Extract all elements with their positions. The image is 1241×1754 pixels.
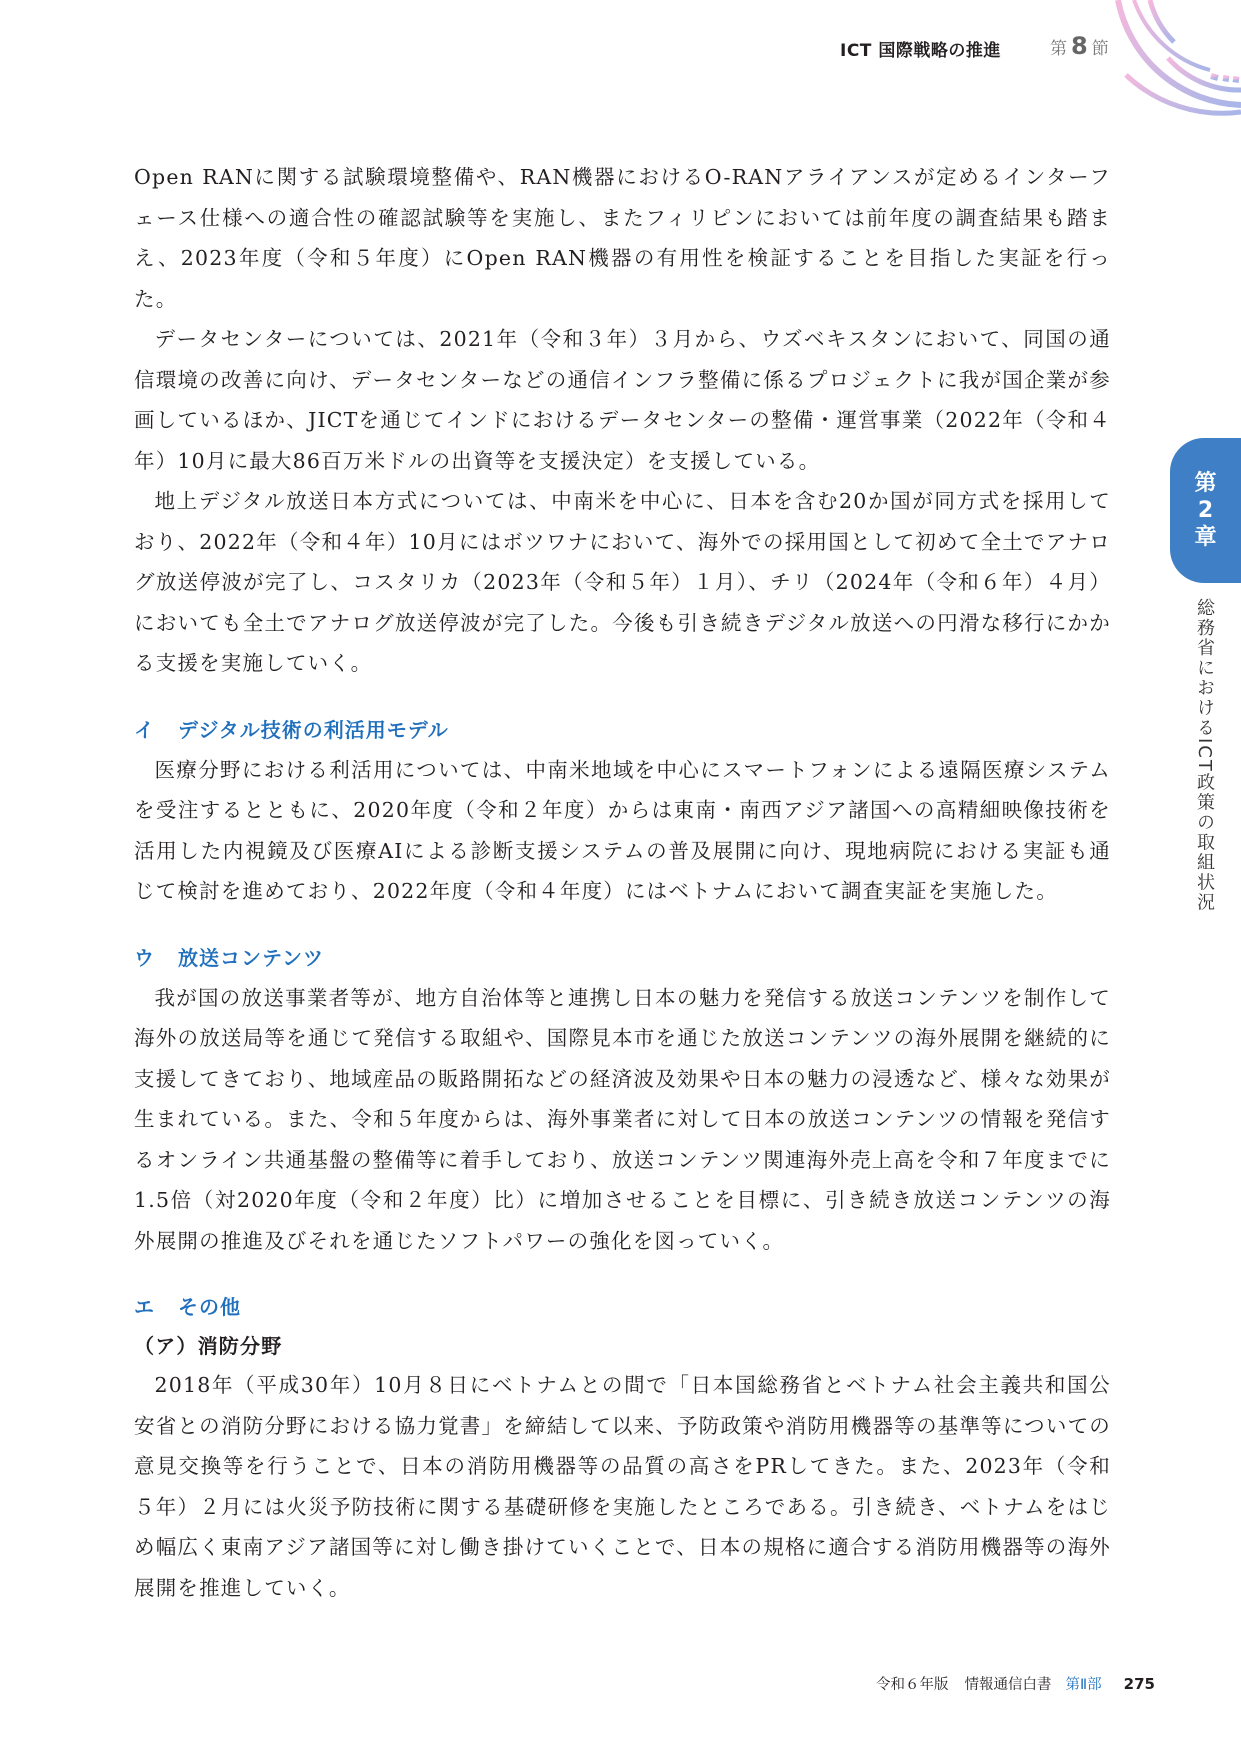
chapter-prefix: 第 bbox=[1194, 471, 1217, 496]
section-title: 放送コンテンツ bbox=[178, 945, 324, 970]
page-number: 275 bbox=[1123, 1675, 1155, 1693]
paragraph-data-center: データセンターについては、2021年（令和３年）３月から、ウズベキスタンにおいて、同国の通信環境の改善に向け、データセンターなどの通信インフラ整備に係るプロジェクトに我が国企業が参画しているほか、JICTを通じてインドにおけるデータセンターの整備・運営事業（2022年（令和４年）10月に最大86百万米ドルの出資等を支援決定）を支援している。 bbox=[134, 327, 1111, 473]
running-header-title: ICT 国際戦略の推進 bbox=[840, 41, 1001, 61]
section-mark: ウ bbox=[134, 945, 155, 970]
body-text bbox=[134, 157, 1111, 1608]
paragraph-medical: 医療分野における利活用については、中南米地域を中心にスマートフォンによる遠隔医療システムを受注するとともに、2020年度（令和２年度）からは東南・南西アジア諸国への高精細映像技術を活用した内視鏡及び医療AIによる診断支援システムの普及展開に向け、現地病院における実証も通じて検討を進めており、2022年度（令和４年度）にはベトナムにおいて調査実証を実施した。 bbox=[134, 757, 1111, 903]
chapter-number: 2 bbox=[1197, 498, 1214, 523]
section-mark: エ bbox=[134, 1295, 155, 1319]
chapter-tab[interactable] bbox=[1170, 438, 1241, 583]
subsection-heading-fire-defense: （ア）消防分野 bbox=[134, 1334, 283, 1358]
section-heading-broadcast-content bbox=[134, 938, 1111, 978]
section-number-label bbox=[1050, 32, 1109, 60]
decorative-arc-graphic bbox=[1106, 0, 1241, 120]
section-title: デジタル技術の利活用モデル bbox=[178, 717, 449, 742]
section-number: 8 bbox=[1071, 32, 1088, 60]
section-suffix: 節 bbox=[1091, 39, 1109, 59]
paragraph-open-ran: Open RANに関する試験環境整備や、RAN機器におけるO-RANアライアンスが定めるインターフェース仕様への適合性の確認試験等を実施し、またフィリピンにおいては前年度の調査結果も踏まえ、2023年度（令和５年度）にOpen RAN機器の有用性を検証することを目指した実証を行った。 bbox=[134, 165, 1111, 311]
chapter-suffix: 章 bbox=[1194, 525, 1217, 550]
section-heading-other bbox=[134, 1287, 1111, 1327]
footer-part: 第Ⅱ部 bbox=[1065, 1677, 1102, 1693]
chapter-vertical-title: 総務省におけるICT政策の取組状況 bbox=[1194, 598, 1215, 913]
section-prefix: 第 bbox=[1050, 39, 1067, 59]
page-footer bbox=[876, 1673, 1155, 1694]
paragraph-broadcast-content: 我が国の放送事業者等が、地方自治体等と連携し日本の魅力を発信する放送コンテンツを制作して海外の放送局等を通じて発信する取組や、国際見本市を通じた放送コンテンツの海外展開を継続的に支援してきており、地域産品の販路開拓などの経済波及効果や日本の魅力の浸透など、様々な効果が生まれている。また、令和５年度からは、海外事業者に対して日本の放送コンテンツの情報を発信するオンライン共通基盤の整備等に着手しており、放送コンテンツ関連海外売上高を令和７年度までに1.5倍（対2020年度（令和２年度）比）に増加させることを目標に、引き続き放送コンテンツの海外展開の推進及びそれを通じたソフトパワーの強化を図っていく。 bbox=[134, 985, 1111, 1253]
paragraph-fire-defense: 2018年（平成30年）10月８日にベトナムとの間で「日本国総務省とベトナム社会主義共和国公安省との消防分野における協力覚書」を締結して以来、予防政策や消防用機器等の基準等についての意見交換等を行うことで、日本の消防用機器等の品質の高さをPRしてきた。また、2023年（令和５年）２月には火災予防技術に関する基礎研修を実施したところである。引き続き、ベトナムをはじめ幅広く東南アジア諸国等に対し働き掛けていくことで、日本の規格に適合する消防用機器等の海外展開を推進していく。 bbox=[134, 1373, 1111, 1600]
footer-edition: 令和６年版 bbox=[876, 1677, 949, 1693]
section-heading-digital-tech bbox=[134, 710, 1111, 750]
section-title: その他 bbox=[178, 1295, 241, 1319]
section-mark: イ bbox=[134, 717, 155, 742]
footer-book-title: 情報通信白書 bbox=[964, 1677, 1052, 1693]
paragraph-digital-broadcast: 地上デジタル放送日本方式については、中南米を中心に、日本を含む20か国が同方式を採用しており、2022年（令和４年）10月にはボツワナにおいて、海外での採用国として初めて全土でアナログ放送停波が完了し、コスタリカ（2023年（令和５年）１月）、チリ（2024年（令和６年）４月）においても全土でアナログ放送停波が完了した。今後も引き続きデジタル放送への円滑な移行にかかる支援を実施していく。 bbox=[134, 489, 1111, 675]
